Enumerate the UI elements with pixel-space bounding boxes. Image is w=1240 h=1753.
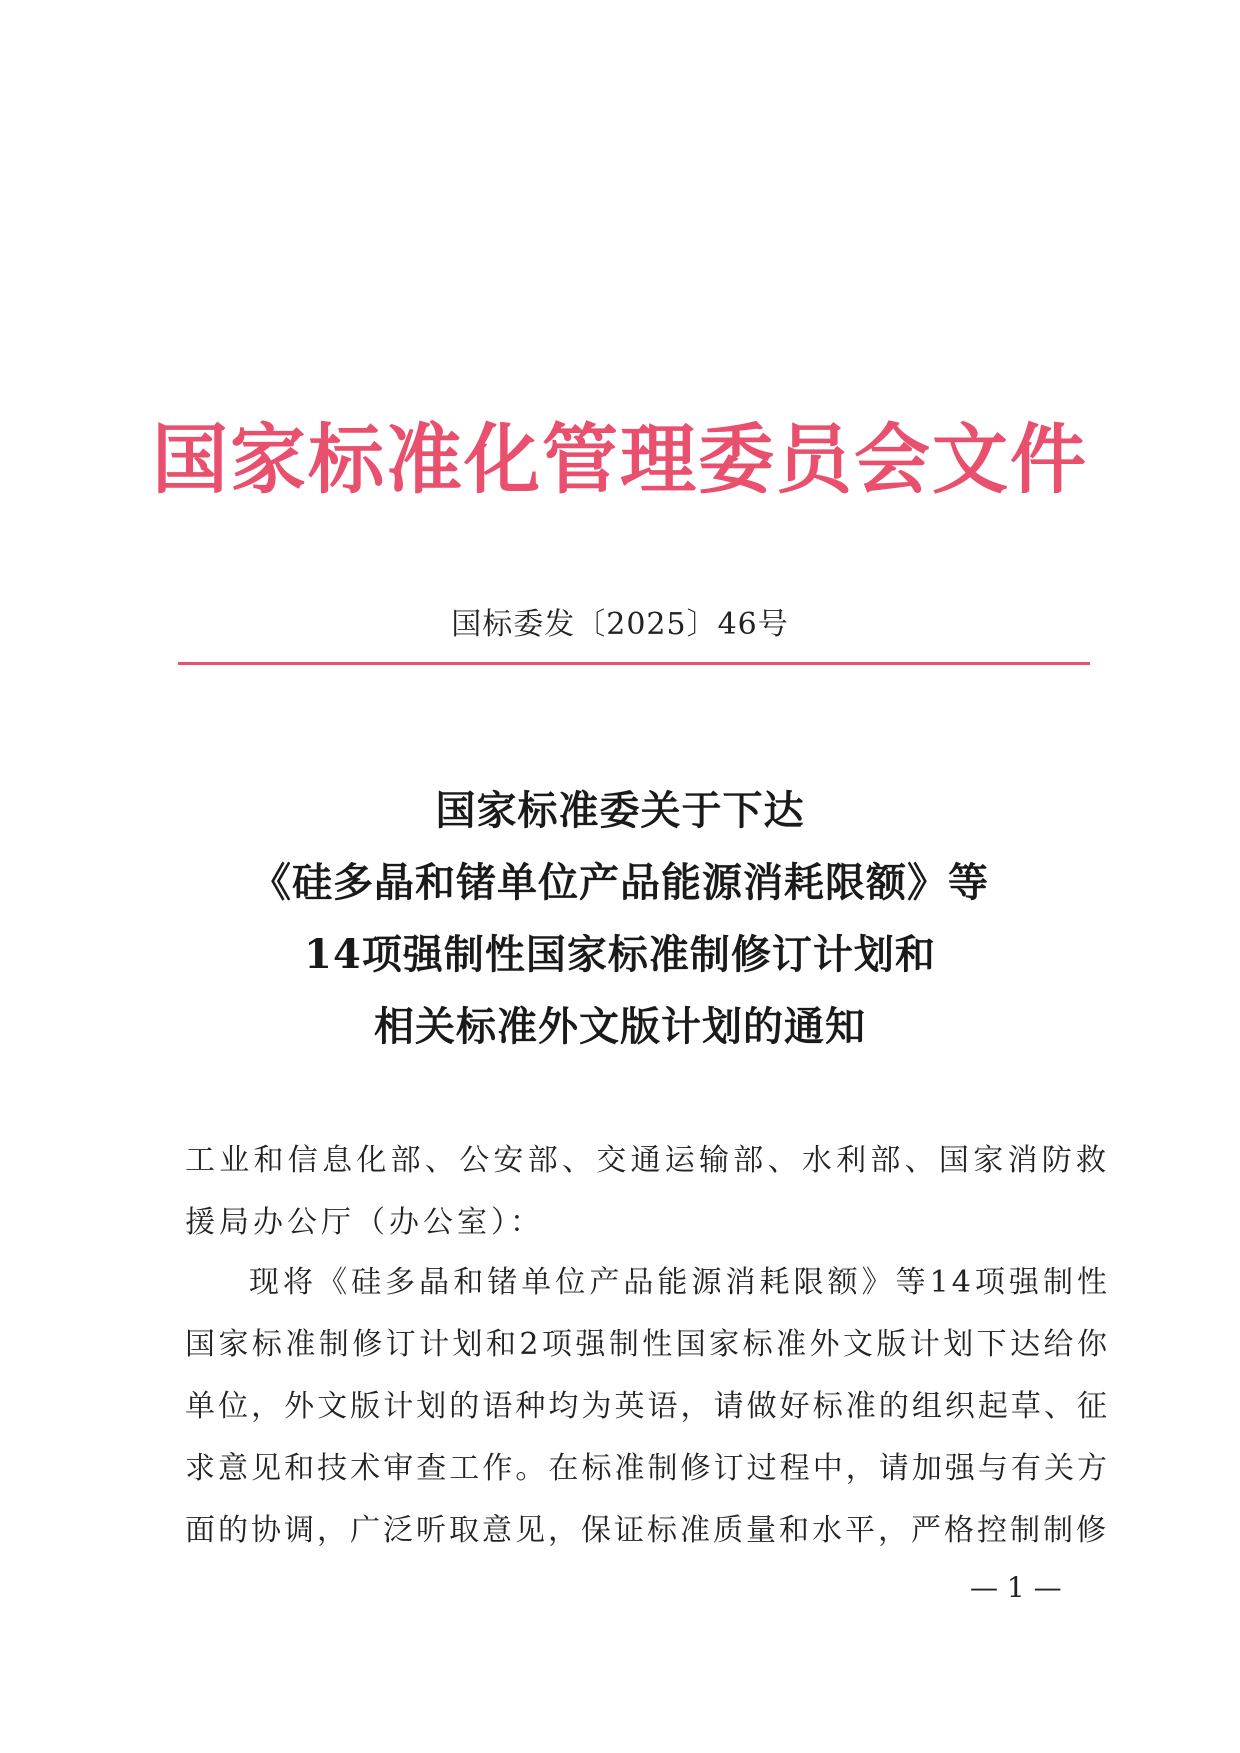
notice-title-line: 国家标准委关于下达: [435, 787, 805, 834]
recipients: 工业和信息化部、公安部、交通运输部、水利部、国家消防救援局办公厅（办公室）：: [185, 1143, 1110, 1240]
notice-title-line: 《硅多晶和锗单位产品能源消耗限额》等: [251, 859, 989, 906]
page-number: — 1 —: [970, 1571, 1062, 1604]
red-divider-line: [178, 662, 1090, 665]
notice-title: [0, 775, 1240, 1063]
notice-title-line: 相关标准外文版计划的通知: [374, 1003, 866, 1050]
notice-title-line: 14项强制性国家标准制修订计划和: [304, 931, 936, 978]
document-number: 国标委发〔2025〕46号: [451, 607, 789, 642]
body-paragraph: 现将《硅多晶和锗单位产品能源消耗限额》等14项强制性国家标准制修订计划和2项强制性国家标准外文版计划下达给你单位，外文版计划的语种均为英语，请做好标准的组织起草、征求意见和技术审查工作。在标准制修订过程中，请加强与有关方面的协调，广泛听取意见，保证标准质量和水平，严格控制制修: [185, 1265, 1110, 1548]
issuer-header-title: 国家标准化管理委员会文件: [152, 415, 1088, 504]
